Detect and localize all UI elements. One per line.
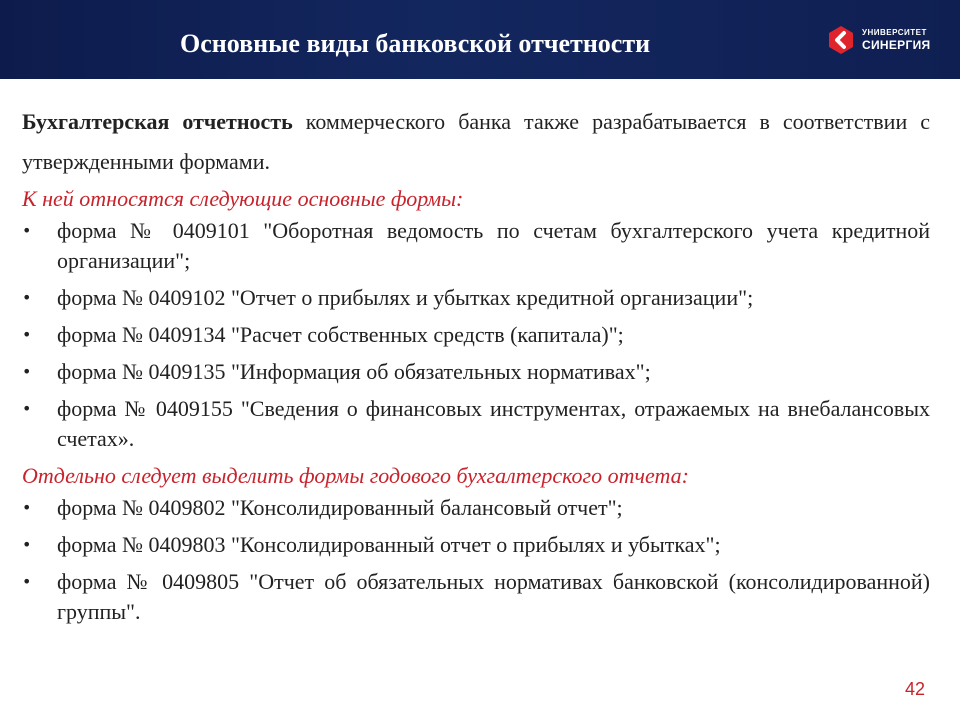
list-item xyxy=(22,493,930,523)
section2-list xyxy=(22,493,930,627)
bullet-icon: • xyxy=(22,221,32,240)
list-item-text: форма № 0409155 "Сведения о финансовых инструментах, отражаемых на внебалансовых счетах». xyxy=(57,396,930,451)
bullet-icon: • xyxy=(22,325,32,344)
bullet-icon: • xyxy=(22,288,32,307)
section1-list xyxy=(22,216,930,454)
logo-text-line2: СИНЕРГИЯ xyxy=(862,38,931,52)
intro-paragraph xyxy=(22,102,930,182)
intro-text: коммерческого банка также разрабатывается в соответствии с утвержденными формами. xyxy=(22,109,931,174)
list-item-text: форма № 0409135 "Информация об обязательных нормативах"; xyxy=(57,359,651,384)
intro-bold-term: Бухгалтерская отчетность xyxy=(22,109,293,134)
logo-text-line1: УНИВЕРСИТЕТ xyxy=(862,28,927,37)
list-item xyxy=(22,283,930,313)
bullet-icon: • xyxy=(22,399,32,418)
page-number: 42 xyxy=(905,679,926,699)
list-item xyxy=(22,567,930,627)
section2-heading: Отдельно следует выделить формы годового бухгалтерского отчета: xyxy=(22,463,689,488)
list-item-text: форма № 0409805 "Отчет об обязательных нормативах банковской (консолидированной) группы". xyxy=(57,569,930,624)
section1-heading: К ней относятся следующие основные формы: xyxy=(22,186,464,211)
header-bar xyxy=(0,0,960,79)
logo xyxy=(826,24,930,56)
list-item-text: форма № 0409803 "Консолидированный отчет о прибылях и убытках"; xyxy=(57,532,721,557)
slide-title: Основные виды банковской отчетности xyxy=(180,29,651,58)
list-item xyxy=(22,530,930,560)
bullet-icon: • xyxy=(22,362,32,381)
bullet-icon: • xyxy=(22,572,32,591)
list-item xyxy=(22,320,930,350)
list-item xyxy=(22,394,930,454)
bullet-icon: • xyxy=(22,498,32,517)
list-item-text: форма № 0409101 "Оборотная ведомость по счетам бухгалтерского учета кредитной организации"; xyxy=(57,218,930,273)
synergy-logo-icon xyxy=(826,25,856,55)
list-item-text: форма № 0409102 "Отчет о прибылях и убытках кредитной организации"; xyxy=(57,285,754,310)
list-item xyxy=(22,357,930,387)
list-item-text: форма № 0409802 "Консолидированный балансовый отчет"; xyxy=(57,495,623,520)
bullet-icon: • xyxy=(22,535,32,554)
list-item-text: форма № 0409134 "Расчет собственных средств (капитала)"; xyxy=(57,322,624,347)
list-item xyxy=(22,216,930,276)
slide-content xyxy=(22,102,930,634)
